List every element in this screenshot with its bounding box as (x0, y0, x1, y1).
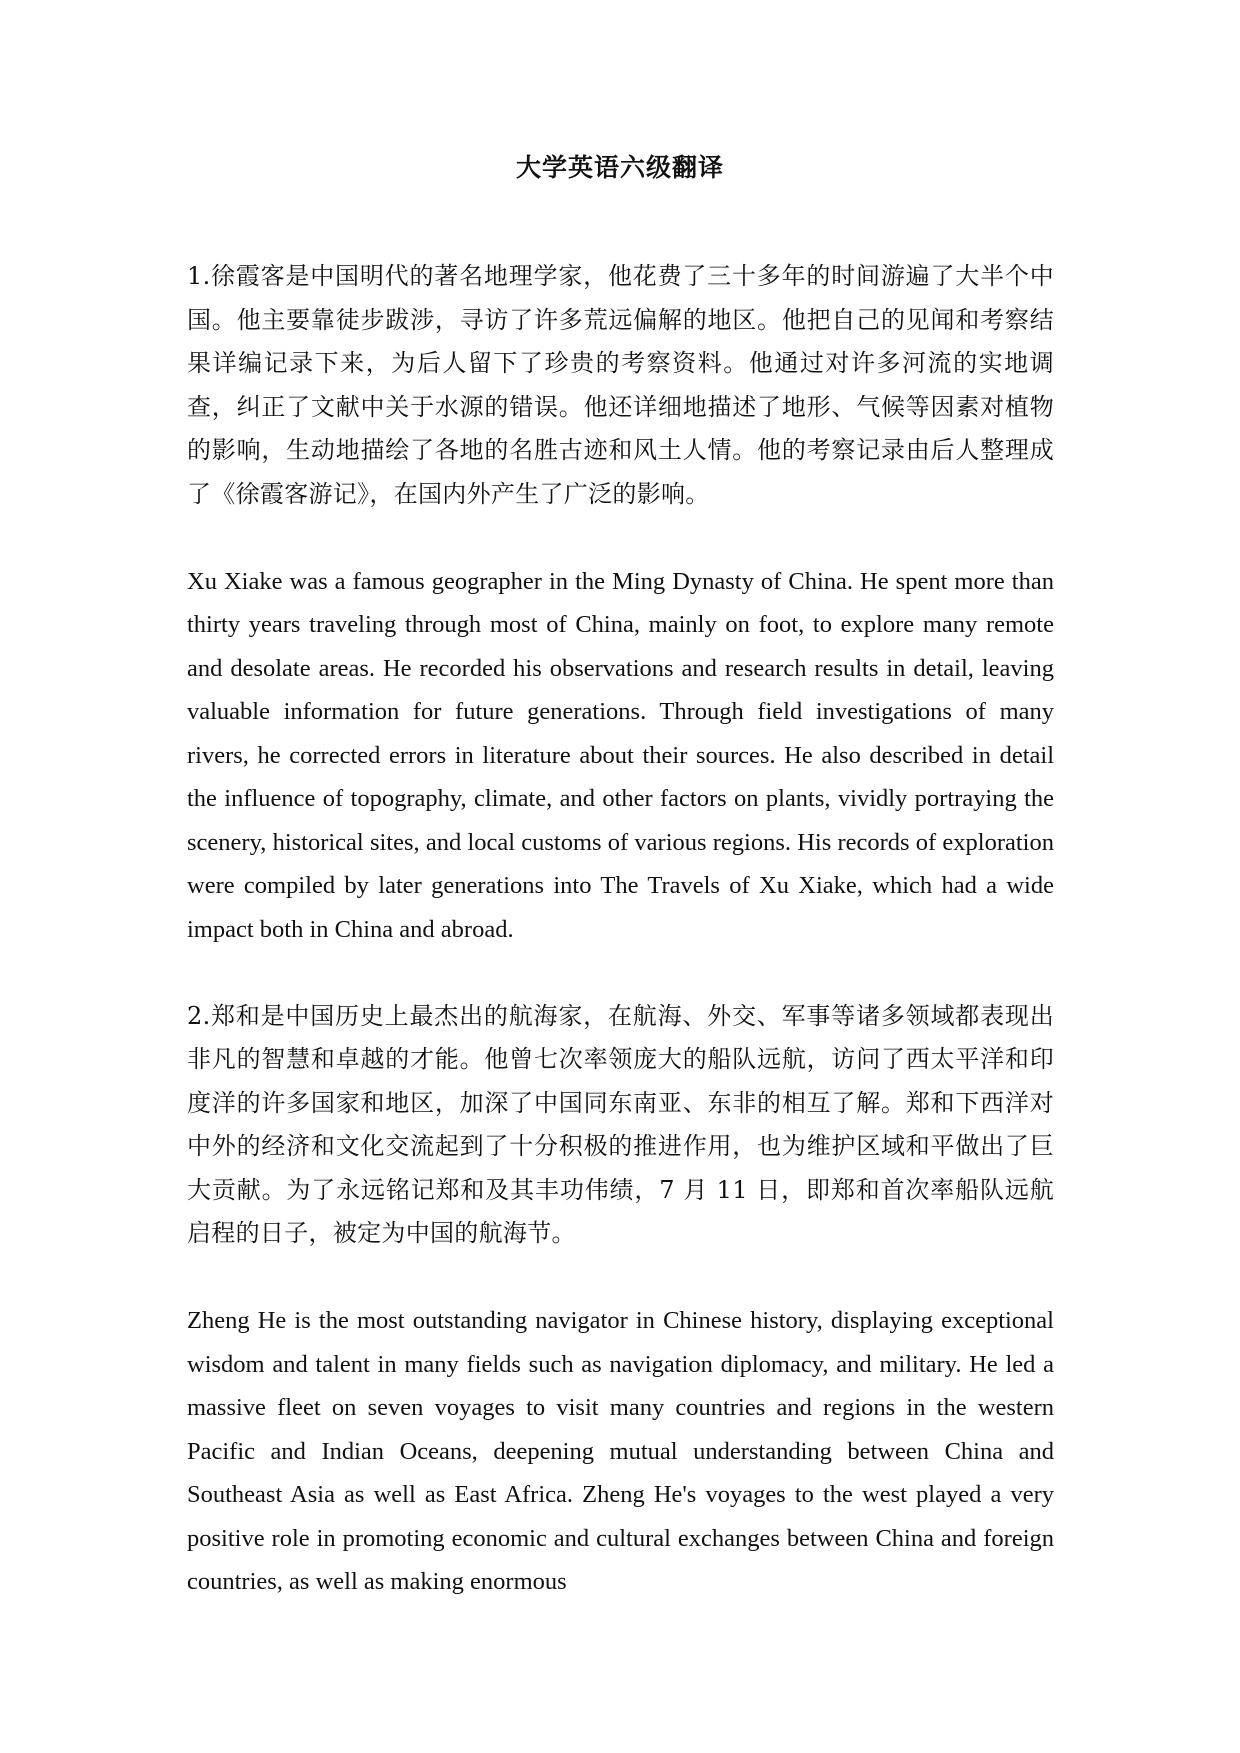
document-body (187, 255, 1054, 1604)
paragraph-spacer (187, 516, 1054, 560)
paragraph-2-chinese: 2.郑和是中国历史上最杰出的航海家，在航海、外交、军事等诸多领域都表现出非凡的智慧和卓越的才能。他曾七次率领庞大的船队远航，访问了西太平洋和印度洋的许多国家和地区，加深了中国同东南亚、东非的相互了解。郑和下西洋对中外的经济和文化交流起到了十分积极的推进作用，也为维护区域和平做出了巨大贡献。为了永远铭记郑和及其丰功伟绩，7 月 11 日，即郑和首次率船队远航启程的日子，被定为中国的航海节。 (187, 1001, 1054, 1247)
paragraph-spacer (187, 951, 1054, 995)
paragraph-1-english: Xu Xiake was a famous geographer in the Ming Dynasty of China. He spent more than thirty years traveling through most of China, mainly on foot, to explore many remote and desolate areas. He recorded his observations and research results in detail, leaving valuable information for future generations. Through field investigations of many rivers, he corrected errors in literature about their sources. He also described in detail the influence of topography, climate, and other factors on plants, vividly portraying the scenery, historical sites, and local customs of various regions. His records of exploration were compiled by later generations into The Travels of Xu Xiake, which had a wide impact both in China and abroad. (187, 567, 1054, 943)
paragraph-spacer (187, 1256, 1054, 1300)
page-title: 大学英语六级翻译 (515, 153, 724, 182)
paragraph-2-english: Zheng He is the most outstanding navigator in Chinese history, displaying exceptional wisdom and talent in many fields such as navigation diplomacy, and military. He led a massive fleet on seven voyages to visit many countries and regions in the western Pacific and Indian Oceans, deepening mutual understanding between China and Southeast Asia as well as East Africa. Zheng He's voyages to the west played a very positive role in promoting economic and cultural exchanges between China and foreign countries, as well as making enormous (187, 1307, 1054, 1595)
paragraph-1-chinese: 1.徐霞客是中国明代的著名地理学家，他花费了三十多年的时间游遍了大半个中国。他主要靠徒步跋涉，寻访了许多荒远偏解的地区。他把自己的见闻和考察结果详编记录下来，为后人留下了珍贵的考察资料。他通过对许多河流的实地调查，纠正了文献中关于水源的错误。他还详细地描述了地形、气候等因素对植物的影响，生动地描绘了各地的名胜古迹和风土人情。他的考察记录由后人整理成了《徐霞客游记》，在国内外产生了广泛的影响。 (187, 262, 1054, 508)
